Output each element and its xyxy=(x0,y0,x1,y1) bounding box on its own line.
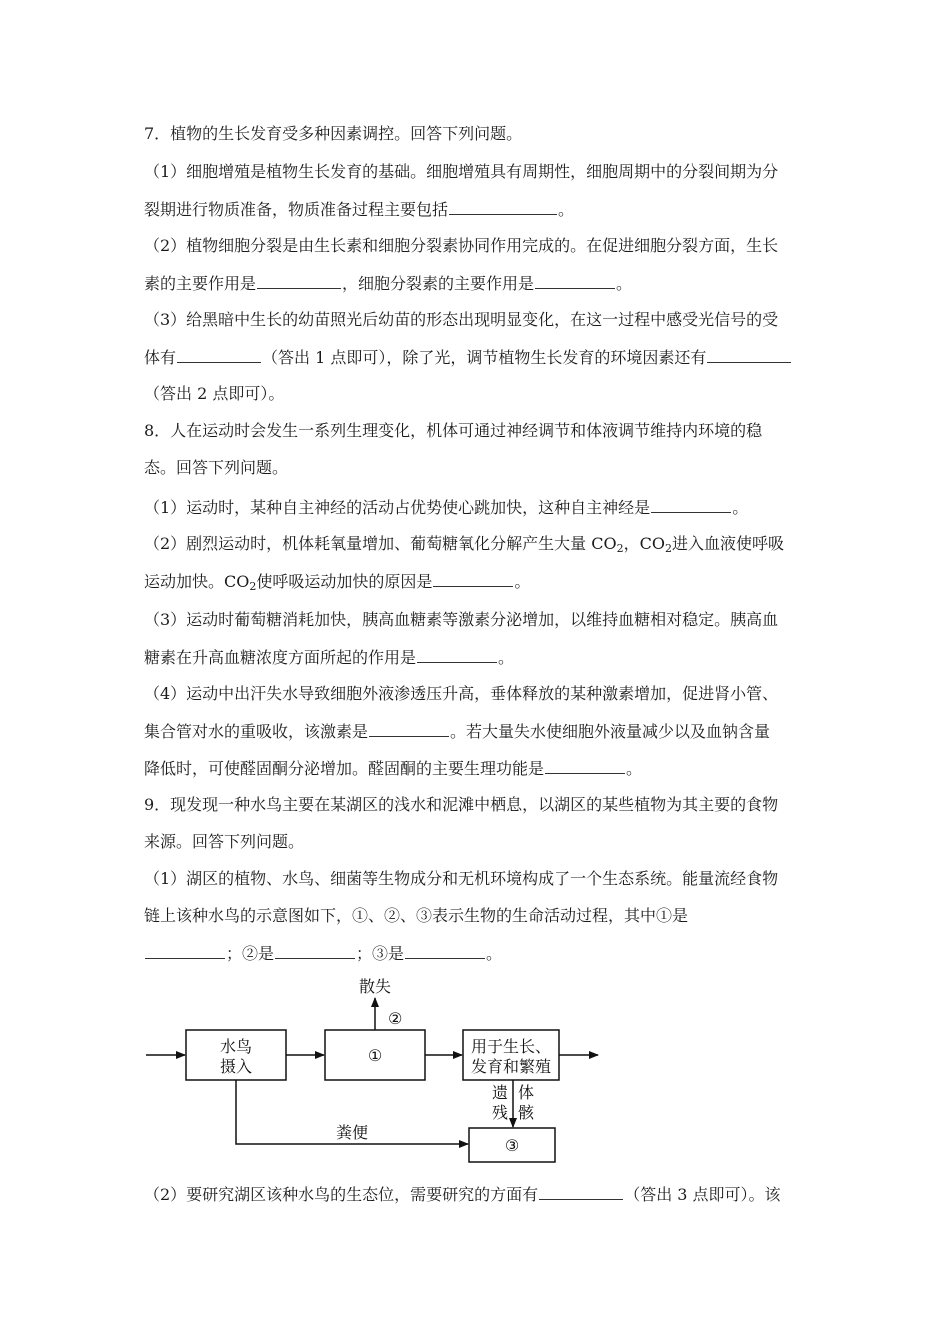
answer-blank xyxy=(417,647,497,663)
q7-part2-line1: （2）植物细胞分裂是由生长素和细胞分裂素协同作用完成的。在促进细胞分裂方面，生长 xyxy=(144,236,779,255)
answer-blank xyxy=(405,943,485,959)
answer-blank xyxy=(433,571,513,587)
q7-part3-line1: （3）给黑暗中生长的幼苗照光后幼苗的形态出现明显变化，在这一过程中感受光信号的受 xyxy=(144,310,779,329)
label-remains-right-2: 骸 xyxy=(518,1103,535,1122)
q8-stem-line2: 态。回答下列问题。 xyxy=(144,458,289,477)
q9-part1-line1: （1）湖区的植物、水鸟、细菌等生物成分和无机环境构成了一个生态系统。能量流经食物 xyxy=(144,869,779,888)
q7-part1-line2: 裂期进行物质准备，物质准备过程主要包括 。 xyxy=(144,200,575,219)
label-dissipation: 散失 xyxy=(358,977,392,996)
q8-part3-line1: （3）运动时葡萄糖消耗加快，胰高血糖素等激素分泌增加，以维持血糖相对稳定。胰高血 xyxy=(144,610,779,629)
q8-part4-line2: 集合管对水的重吸收，该激素是 。若大量失水使细胞外液量减少以及血钠含量 xyxy=(144,722,771,741)
label-process-2: ② xyxy=(388,1009,403,1028)
q9-part2: （2）要研究湖区该种水鸟的生态位，需要研究的方面有 （答出 3 点即可）。该 xyxy=(144,1185,781,1204)
q9-stem-line1: 9．现发现一种水鸟主要在某湖区的浅水和泥滩中栖息，以湖区的某些植物为其主要的食物 xyxy=(144,795,779,814)
q8-part4-line3: 降低时，可使醛固酮分泌增加。醛固酮的主要生理功能是 。 xyxy=(144,759,643,778)
q8-stem-line1: 8．人在运动时会发生一系列生理变化，机体可通过神经调节和体液调节维持内环境的稳 xyxy=(144,421,763,440)
q9-part1-line2: 链上该种水鸟的示意图如下，①、②、③表示生物的生命活动过程，其中①是 xyxy=(144,906,689,925)
energy-flow-diagram xyxy=(140,972,610,1172)
answer-blank xyxy=(535,273,615,289)
box-intake-label-2: 摄入 xyxy=(219,1057,253,1076)
box-growth-label-2: 发育和繁殖 xyxy=(470,1057,552,1076)
q8-part1: （1）运动时，某种自主神经的活动占优势使心跳加快，这种自主神经是 。 xyxy=(144,498,749,517)
box-intake-label-1: 水鸟 xyxy=(219,1037,253,1056)
answer-blank xyxy=(145,943,225,959)
answer-blank xyxy=(449,199,557,215)
label-feces: 粪便 xyxy=(335,1123,369,1142)
box-process-1-label: ① xyxy=(367,1046,383,1065)
answer-blank xyxy=(177,347,261,363)
q7-part3-line2: 体有 （答出 1 点即可），除了光，调节植物生长发育的环境因素还有 xyxy=(144,347,792,368)
answer-blank xyxy=(707,347,791,363)
answer-blank xyxy=(651,497,731,513)
q8-part2-line2: 运动加快。$CO_2$使呼吸运动加快的原因是 。 xyxy=(144,572,531,593)
label-remains-left-2: 残 xyxy=(492,1103,509,1122)
q9-stem-line2: 来源。回答下列问题。 xyxy=(144,832,305,851)
answer-blank xyxy=(275,943,355,959)
q7-stem: 7．植物的生长发育受多种因素调控。回答下列问题。 xyxy=(144,124,523,143)
label-remains-right-1: 体 xyxy=(518,1083,535,1102)
box-process-3-label: ③ xyxy=(504,1136,520,1155)
q8-part2-line1: （2）剧烈运动时，机体耗氧量增加、葡萄糖氧化分解产生大量 $CO_2$，$CO_2$进入血液使呼吸 xyxy=(144,534,785,555)
answer-blank xyxy=(539,1184,623,1200)
q8-part4-line1: （4）运动中出汗失水导致细胞外液渗透压升高，垂体释放的某种激素增加，促进肾小管、 xyxy=(144,684,779,703)
q9-part1-line3: ；②是 ；③是 。 xyxy=(144,943,502,964)
answer-blank xyxy=(257,273,341,289)
q7-part1-line1: （1）细胞增殖是植物生长发育的基础。细胞增殖具有周期性，细胞周期中的分裂间期为分 xyxy=(144,162,779,181)
answer-blank xyxy=(369,721,449,737)
q7-part3-line3: （答出 2 点即可）。 xyxy=(144,384,285,403)
q8-part3-line2: 糖素在升高血糖浓度方面所起的作用是 。 xyxy=(144,648,515,667)
label-remains-left-1: 遗 xyxy=(492,1083,509,1102)
q7-part2-line2: 素的主要作用是 ，细胞分裂素的主要作用是 。 xyxy=(144,274,633,293)
box-growth-label-1: 用于生长、 xyxy=(470,1037,552,1056)
answer-blank xyxy=(545,758,625,774)
